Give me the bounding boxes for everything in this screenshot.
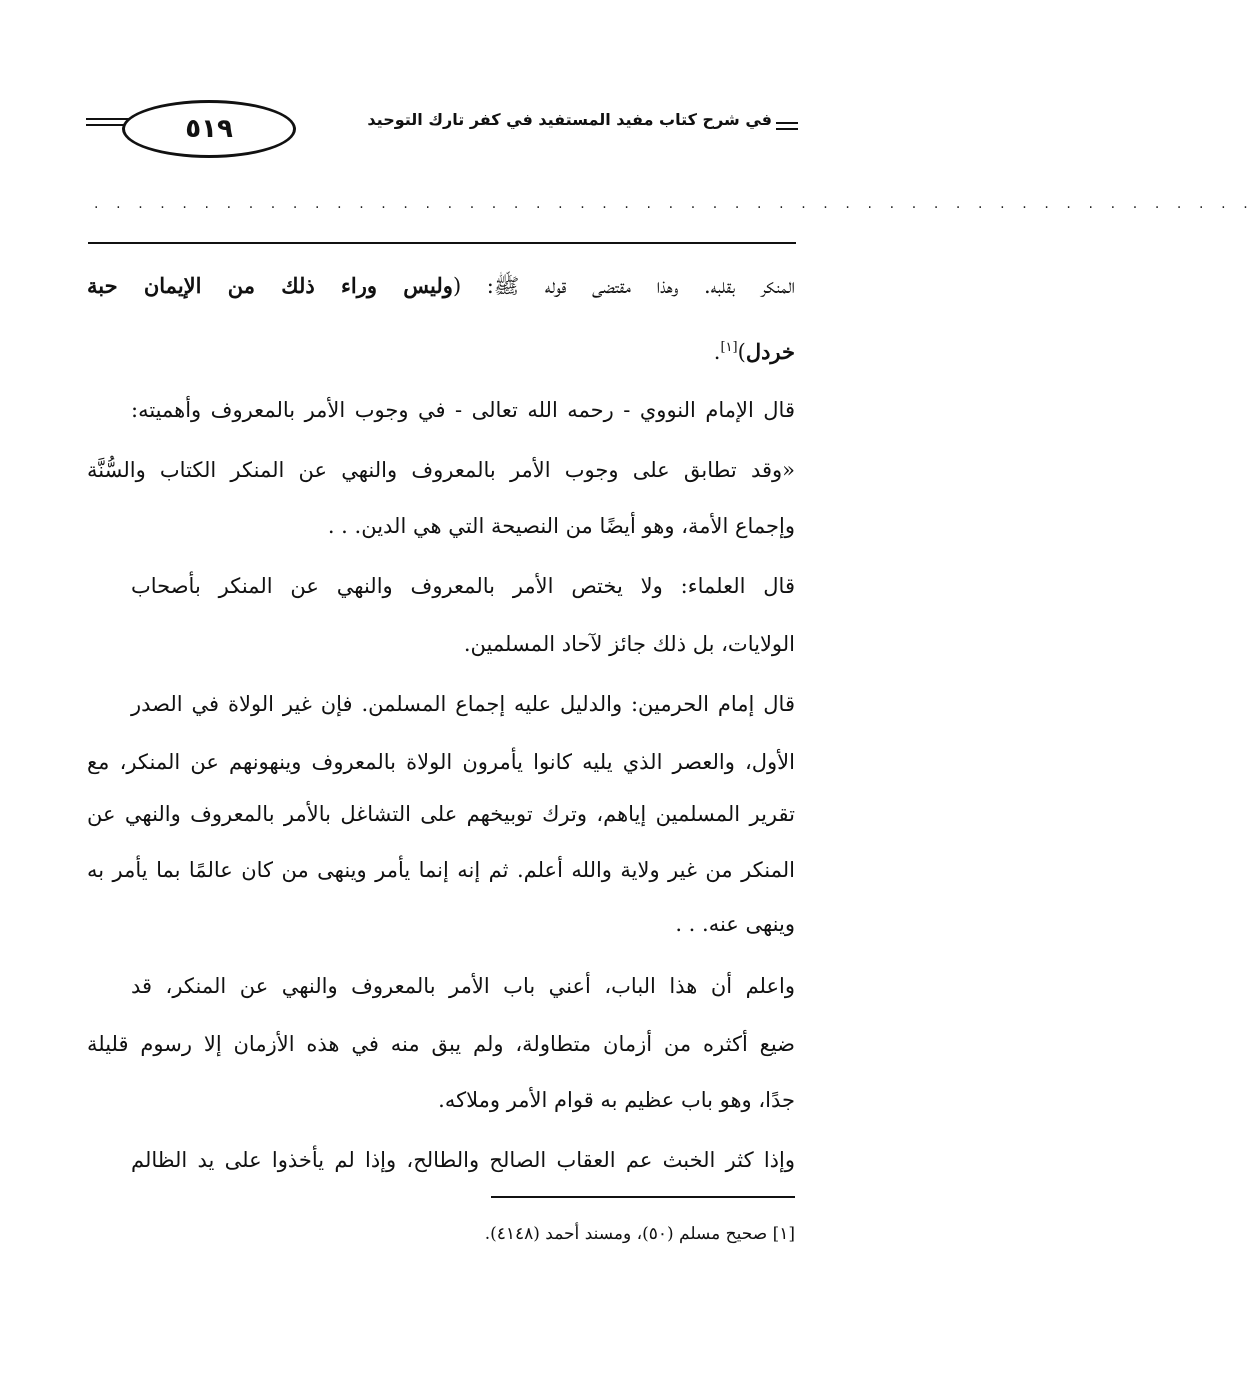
text-line: المنكر من غير ولاية والله أعلم. ثم إنه إنما يأمر وينهى من كان عالمًا بما يأمر به bbox=[87, 858, 795, 882]
text-line: جدًا، وهو باب عظيم به قوام الأمر وملاكه. bbox=[438, 1088, 795, 1112]
page-number: ٥١٩ bbox=[122, 100, 296, 158]
title-rule bbox=[776, 122, 798, 130]
text-line: قال إمام الحرمين: والدليل عليه إجماع المسلمن. فإن غير الولاة في الصدر bbox=[131, 692, 795, 716]
text-line: وإذا كثر الخبث عم العقاب الصالح والطالح، وإذا لم يأخذوا على يد الظالم bbox=[131, 1148, 795, 1172]
text-segment: . bbox=[713, 340, 721, 364]
footnote-rule bbox=[491, 1196, 795, 1198]
footnote: [١] صحيح مسلم (٥٠)، ومسند أحمد (٤١٤٨). bbox=[484, 1224, 795, 1244]
text-line: تقرير المسلمين إياهم، وترك توبيخهم على التشاغل بالأمر بالمعروف والنهي عن bbox=[87, 802, 795, 826]
text-line: «وقد تطابق على وجوب الأمر بالمعروف والنهي عن المنكر الكتاب والسُّنَّة bbox=[87, 458, 795, 482]
text-line: واعلم أن هذا الباب، أعني باب الأمر بالمعروف والنهي عن المنكر، قد bbox=[131, 974, 795, 998]
running-title: في شرح كتاب مفيد المستفيد في كفر تارك التوحيد bbox=[367, 110, 772, 129]
hadith-text: وليس وراء ذلك من الإيمان حبة bbox=[87, 273, 453, 298]
text-line: قال العلماء: ولا يختص الأمر بالمعروف والنهي عن المنكر بأصحاب bbox=[131, 574, 795, 598]
text-line bbox=[87, 334, 795, 366]
text-segment: ) bbox=[737, 340, 746, 364]
footnote-reference: [١] bbox=[720, 340, 738, 355]
text-line: الأول، والعصر الذي يليه كانوا يأمرون الولاة بالمعروف وينهونهم عن المنكر، مع bbox=[87, 750, 795, 774]
text-segment: المنكر بقلبه. وهذا مقتضى قوله ﷺ: ( bbox=[452, 274, 795, 298]
text-line: وينهى عنه. . . bbox=[675, 912, 795, 936]
body-top-rule bbox=[88, 242, 796, 244]
dotted-separator: . . . . . . . . . . . . . . . . . . . . . . . . . . . . . . . . . . . . . . . . . . . . . . . . . . . . . bbox=[94, 196, 1254, 212]
page-header bbox=[86, 96, 798, 160]
text-line bbox=[87, 272, 795, 300]
text-line: قال الإمام النووي - رحمه الله تعالى - في وجوب الأمر بالمعروف وأهميته: bbox=[131, 398, 795, 422]
hadith-text: خردل bbox=[745, 339, 795, 364]
text-line: الولايات، بل ذلك جائز لآحاد المسلمين. bbox=[463, 632, 795, 656]
text-line: وإجماع الأمة، وهو أيضًا من النصيحة التي هي الدين. . . bbox=[327, 514, 795, 538]
text-line: ضيع أكثره من أزمان متطاولة، ولم يبق منه في هذه الأزمان إلا رسوم قليلة bbox=[87, 1032, 795, 1056]
